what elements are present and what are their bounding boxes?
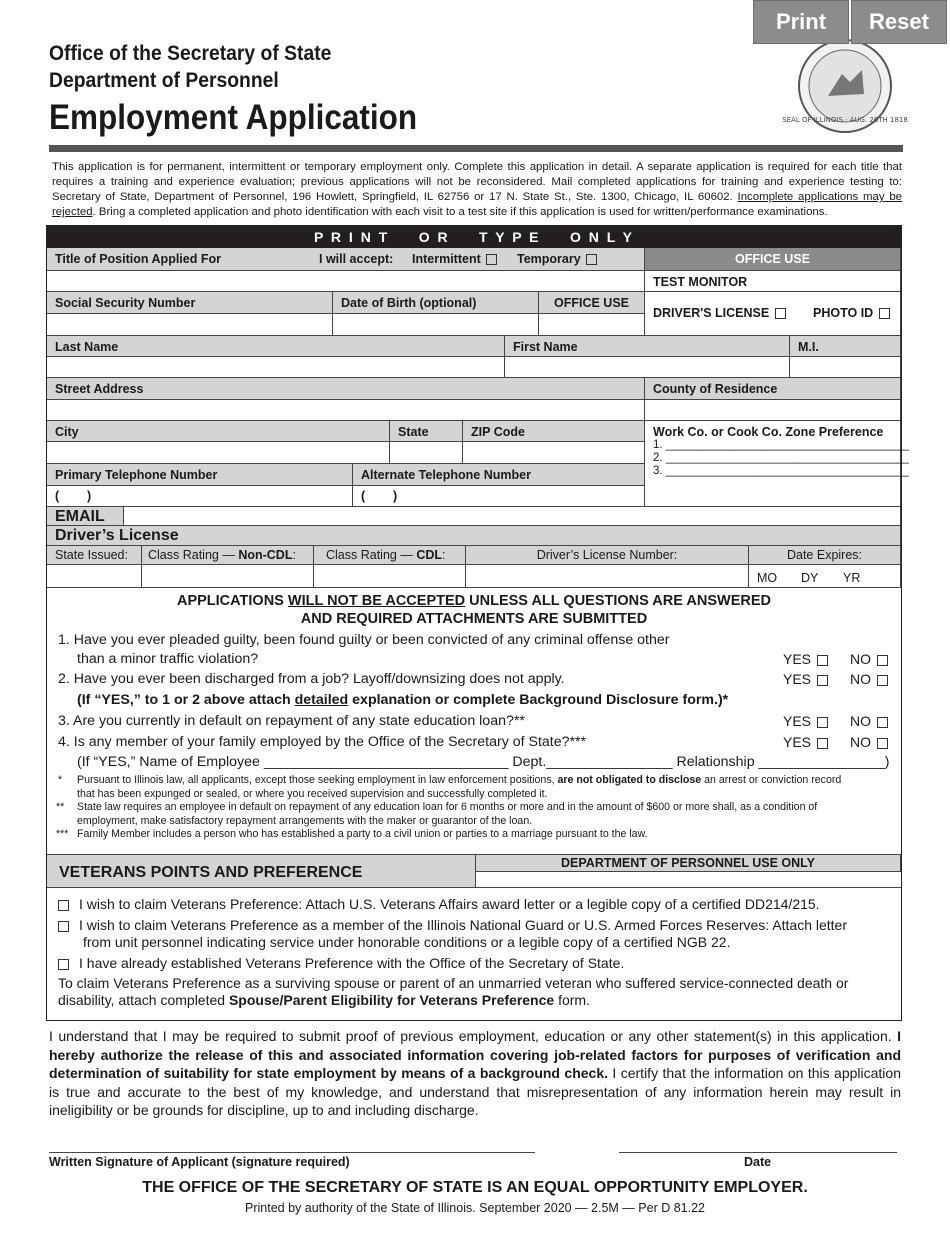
q1-yes[interactable] [783,651,828,667]
question-3: 3. Are you currently in default on repayment of any state education loan?** [58,713,525,729]
q4-no[interactable] [850,734,888,750]
expires-day: DY [801,571,819,585]
footnote-1-text: Pursuant to Illinois law, all applicants, except those seeking employment in law enforcement positions, [77,774,558,786]
class-cdl-label: Class Rating — CDL: [314,546,466,565]
footnote-1 [77,774,902,801]
ssn-label: Social Security Number [47,292,333,314]
dept-use-only-label: DEPARTMENT OF PERSONNEL USE ONLY [476,854,901,872]
q3-yes[interactable] [783,713,828,729]
mi-input[interactable] [790,357,901,378]
veterans-option-2[interactable] [58,917,847,934]
class-noncdl-input[interactable] [142,565,314,588]
photo-id-label: PHOTO ID [813,306,874,320]
intro-text: This application is for permanent, intermittent or temporary employment only. Complete this application in detail. A separate application is required for each title that requires a training and experience evaluation; previous applications will not be reconsidered. Mail completed applications for training and experience testing to: Secretary of State, Department of Personnel, 196 Howlett, Springfield, IL 62756 or 17 N. State St., Ste. 1300, Chicago, IL 60602. [52,161,902,203]
veterans-option-3-text: I have already established Veterans Preference with the Office of the Secretary of State. [79,955,625,971]
veterans-option-2-cont: from unit personnel indicating service under honorable conditions or a legible copy of a certified NGB 22. [83,934,731,950]
ssn-input[interactable] [47,314,333,336]
yes-label: YES [783,651,812,667]
spouse-text-end: form. [554,992,590,1008]
q2-yes-checkbox[interactable] [817,675,828,686]
cert-authorization: I hereby authorize the release of this and associated information covering job-related factors for purposes of verification and determination of suitability for state employment by means of a background check. [49,1028,901,1081]
city-label: City [47,421,390,442]
department-name: Department of Personnel [49,69,279,92]
heading-part2: UNLESS ALL QUESTIONS ARE ANSWERED [465,593,771,609]
date-expires-input[interactable] [749,565,901,588]
footnote-1-line2: that has been expunged or sealed, or where you received supervision and successfully completed it. [77,787,548,800]
footnote-2-line2: employment, make satisfactory repayment arrangements with the maker or guarantor of the loan. [77,814,533,827]
agency-header [49,40,331,94]
city-input[interactable] [47,442,390,464]
question-1: 1. Have you ever pleaded guilty, been found guilty or been convicted of any criminal offense other [58,632,670,648]
intro-text-end: . Bring a completed application and photo identification with each visit to a test site if this application is used for written/performance examinations. [92,206,828,218]
footnote-1-end: an arrest or conviction record [701,774,842,786]
heading-part1: APPLICATIONS [176,593,288,609]
veterans-option-3[interactable] [58,955,624,972]
accept-label: I will accept: [319,252,394,266]
last-name-label: Last Name [47,336,505,357]
veterans-option-2-text: I wish to claim Veterans Preference as a member of the Illinois National Guard or U.S. Armed Forces Reserves: Attach letter [79,917,847,933]
date-label: Date [744,1155,772,1169]
question-1-cont: than a minor traffic violation? [77,651,259,667]
spouse-form-name: Spouse/Parent Eligibility for Veterans Preference [228,992,555,1008]
q3-no-checkbox[interactable] [877,717,888,728]
position-title-label [47,248,645,271]
email-input[interactable] [124,507,901,526]
state-label: State [390,421,463,442]
veterans-option-1-checkbox[interactable] [58,900,69,911]
class-cdl-input[interactable] [314,565,466,588]
zone-pref-3[interactable]: 3. ______________________________________ [653,465,909,477]
intro-warning: Incomplete applications may be rejected [52,191,902,218]
q2-yes[interactable] [783,671,828,687]
attach-part2: explanation or complete Background Disclosure form.)* [348,692,729,708]
temporary-option[interactable] [517,252,597,266]
yes-label: YES [783,671,812,687]
veterans-spouse-note: To claim Veterans Preference as a surviving spouse or parent of an unmarried veteran who suffered service-connected death or [58,975,849,991]
temporary-label: Temporary [517,252,581,266]
primary-phone-input[interactable]: ( ) [47,486,353,507]
state-seal [782,34,908,134]
attach-part1: (If “YES,” to 1 or 2 above attach [77,692,295,708]
footnote-1-mark: * [58,774,63,786]
dl-number-input[interactable] [466,565,749,588]
print-only-banner: P R I N T O R T Y P E O N L Y [47,226,901,248]
eeo-statement: THE OFFICE OF THE SECRETARY OF STATE IS AN EQUAL OPPORTUNITY EMPLOYER. [142,1179,808,1196]
intermittent-checkbox[interactable] [486,254,497,265]
dob-label: Date of Birth (optional) [333,292,539,314]
alt-phone-input[interactable]: ( ) [353,486,645,507]
zone-preference [645,421,909,507]
email-label: EMAIL [47,507,124,526]
position-title-input[interactable] [47,271,645,292]
primary-phone-label: Primary Telephone Number [47,464,353,486]
yes-label: YES [783,713,812,729]
zip-input[interactable] [463,442,645,464]
attachment-note [77,692,728,708]
cert-text: I understand that I may be required to submit proof of previous employment, education or any other statement(s) in this application. [49,1028,898,1044]
mi-label: M.I. [790,336,901,357]
veterans-option-1-text: I wish to claim Veterans Preference: Attach U.S. Veterans Affairs award letter or a legible copy of a certified DD214/215. [79,896,820,912]
cert-text-end: I certify that the information on this application is true and accurate to the best of my knowledge, and understand that misrepresentation of any information herein may result in ineligibility or be grounds for discipline, up to and including discharge. [49,1065,901,1118]
class-noncdl-prefix: Class Rating — [148,548,239,562]
seal-text: SEAL OF ILLINOIS · AUG. 26TH 1818 [782,116,908,124]
street-input[interactable] [47,400,645,421]
expires-month: MO [757,571,778,585]
heading-underlined: WILL NOT BE ACCEPTED [287,593,466,609]
county-label: County of Residence [645,378,901,400]
q2-no[interactable] [850,671,888,687]
q2-no-checkbox[interactable] [877,675,888,686]
footnote-1-bold: are not obligated to disclose [557,774,702,786]
office-use-dob-label: OFFICE USE [539,292,645,314]
print-button[interactable]: Print [753,0,849,44]
county-input[interactable] [645,400,901,421]
no-label: NO [850,713,871,729]
header-divider [49,145,903,152]
first-name-label: First Name [505,336,790,357]
street-label: Street Address [47,378,645,400]
veterans-spouse-note-cont [58,992,590,1009]
question-4-details[interactable]: (If “YES,” Name of Employee _______________________________ Dept.________________ Relationship ________________) [77,754,890,770]
footnote-2-mark: ** [56,801,65,813]
footnote-2 [77,801,902,828]
q3-no[interactable] [850,713,888,729]
photo-id-checkbox[interactable] [879,308,890,319]
veterans-option-2-checkbox[interactable] [58,921,69,932]
reset-button[interactable]: Reset [851,0,947,44]
footnote-3: Family Member includes a person who has established a party to a civil union or parties to a marriage pursuant to the law. [77,828,648,840]
intermittent-label: Intermittent [412,252,481,266]
class-cdl-prefix: Class Rating — [326,548,417,562]
footnote-3-mark: *** [56,828,69,840]
q4-yes-checkbox[interactable] [817,738,828,749]
signature-line[interactable] [49,1152,535,1153]
drivers-license-check-label: DRIVER'S LICENSE [653,306,770,320]
first-name-input[interactable] [505,357,790,378]
veterans-option-3-checkbox[interactable] [58,959,69,970]
expires-year: YR [843,571,861,585]
dept-use-only-box [476,872,901,888]
zip-label: ZIP Code [463,421,645,442]
footnote-2-text: State law requires an employee in default on repayment of any education loan for 6 months or more and in the amount of $600 or more shall, as a condition of [77,801,818,813]
office-name: Office of the Secretary of State [49,42,332,65]
position-title-text: Title of Position Applied For [55,252,221,266]
no-label: NO [850,651,871,667]
printed-authority: Printed by authority of the State of Illinois. September 2020 — 2.5M — Per D 81.22 [245,1201,705,1215]
drivers-license-header: Driver’s License [47,526,901,546]
drivers-license-checkbox[interactable] [775,308,786,319]
q1-no-checkbox[interactable] [877,655,888,666]
dob-input[interactable] [333,314,539,336]
intro-paragraph [52,160,902,220]
question-2: 2. Have you ever been discharged from a job? Layoff/downsizing does not apply. [58,671,565,687]
test-monitor-label: TEST MONITOR [645,271,901,292]
spouse-text: disability, attach completed [58,992,229,1008]
id-checks [645,292,901,336]
zone-pref-label: Work Co. or Cook Co. Zone Preference [653,425,884,439]
no-label: NO [850,734,871,750]
zone-pref-1[interactable]: 1. ______________________________________ [653,439,909,451]
page-title: Employment Application [49,98,418,137]
signature-label: Written Signature of Applicant (signature required) [49,1155,350,1169]
state-issued-input[interactable] [47,565,142,588]
office-use-header: OFFICE USE [645,248,901,271]
attach-underlined: detailed [294,692,349,708]
yes-label: YES [783,734,812,750]
dl-number-label: Driver’s License Number: [466,546,749,565]
q1-yes-checkbox[interactable] [817,655,828,666]
question-4: 4. Is any member of your family employed by the Office of the Secretary of State?*** [58,734,587,750]
state-issued-label: State Issued: [47,546,142,565]
intermittent-option[interactable] [412,252,497,266]
class-noncdl-label: Class Rating — Non-CDL: [142,546,314,565]
q4-no-checkbox[interactable] [877,738,888,749]
q3-yes-checkbox[interactable] [817,717,828,728]
veterans-heading: VETERANS POINTS AND PREFERENCE [47,854,476,888]
class-noncdl-bold: Non-CDL [238,548,293,562]
questions-heading [46,592,902,628]
state-input[interactable] [390,442,463,464]
heading-line2: AND REQUIRED ATTACHMENTS ARE SUBMITTED [300,611,648,627]
last-name-input[interactable] [47,357,505,378]
veterans-option-1[interactable] [58,896,820,913]
date-expires-label: Date Expires: [749,546,901,565]
date-line[interactable] [619,1152,897,1153]
no-label: NO [850,671,871,687]
zone-pref-2[interactable]: 2. ______________________________________ [653,452,909,464]
office-use-dob-box [539,314,645,336]
class-cdl-bold: CDL [416,548,443,562]
q1-no[interactable] [850,651,888,667]
certification-paragraph [49,1027,901,1120]
alt-phone-label: Alternate Telephone Number [353,464,645,486]
q4-yes[interactable] [783,734,828,750]
temporary-checkbox[interactable] [586,254,597,265]
